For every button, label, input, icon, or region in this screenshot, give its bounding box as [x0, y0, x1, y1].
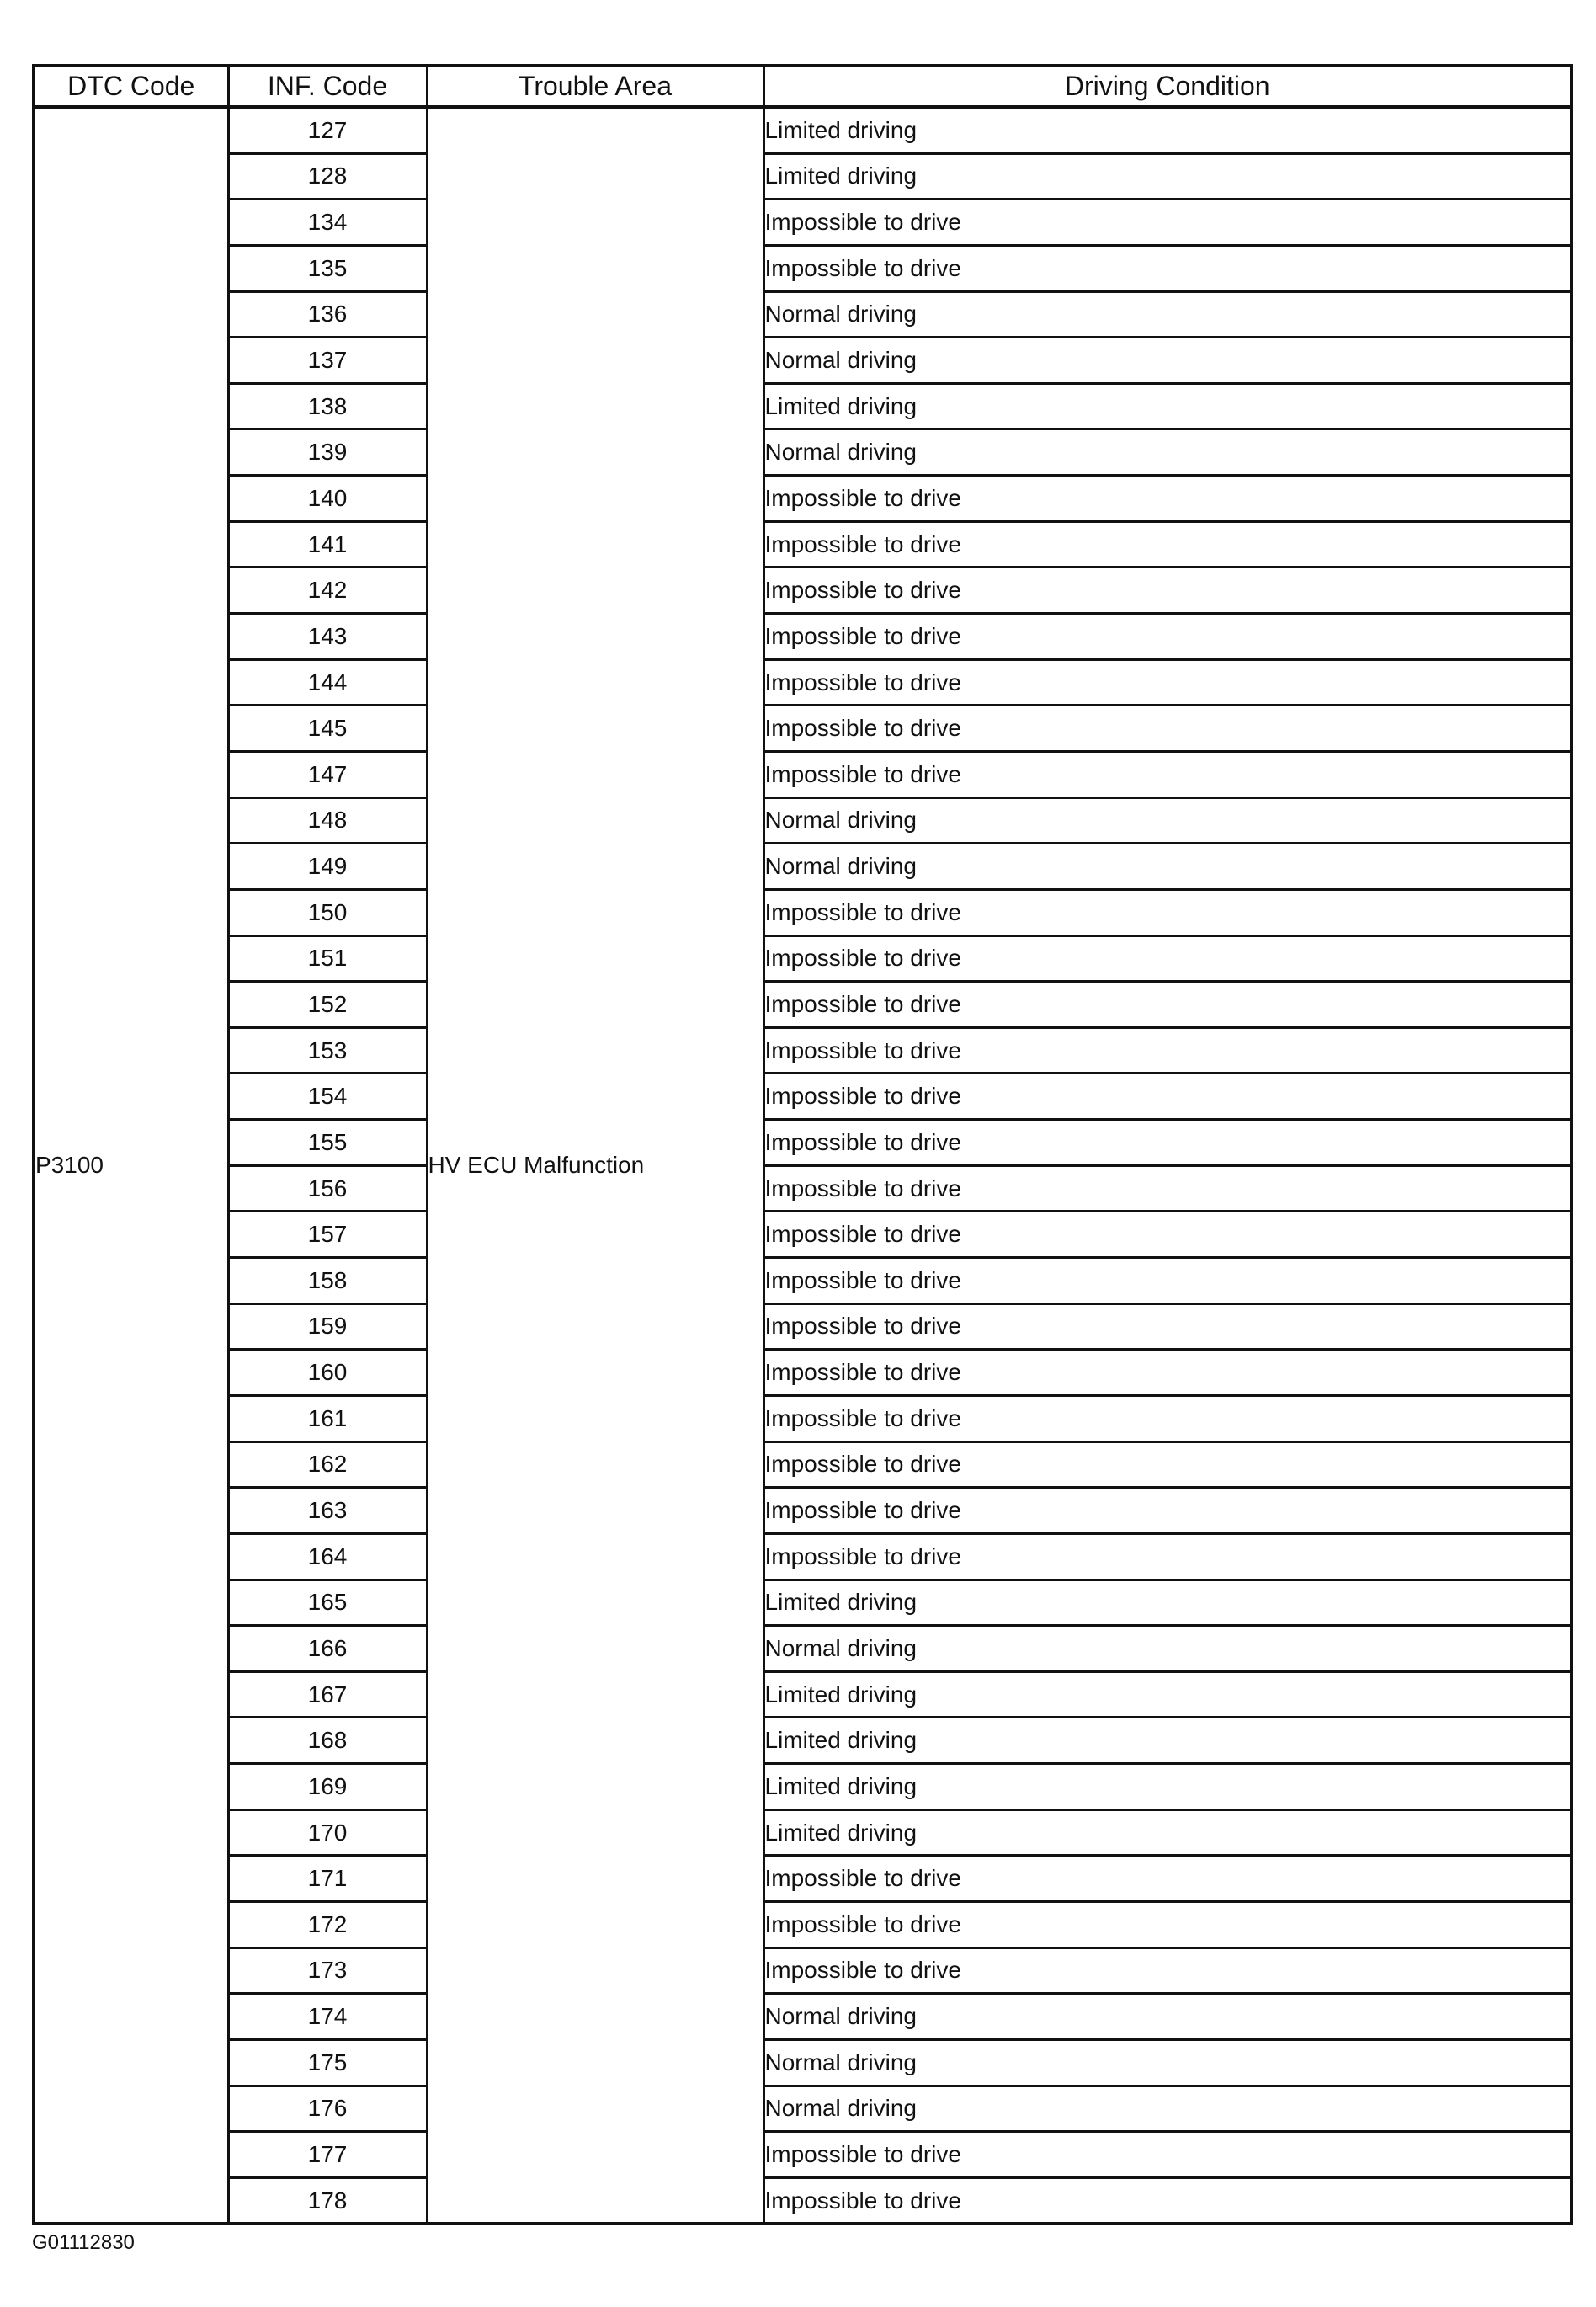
table-row [34, 2177, 1572, 2224]
driving-condition-cell: Impossible to drive [763, 1027, 1572, 1074]
driving-condition-cell: Impossible to drive [763, 1441, 1572, 1488]
driving-condition-cell: Impossible to drive [763, 1120, 1572, 1166]
inf-code-cell: 163 [228, 1488, 427, 1534]
driving-condition-cell: Normal driving [763, 1626, 1572, 1672]
driving-condition-cell: Impossible to drive [763, 982, 1572, 1028]
table-row [34, 889, 1572, 935]
table-row [34, 521, 1572, 567]
inf-code-cell: 167 [228, 1671, 427, 1718]
table-row [34, 1947, 1572, 1994]
driving-condition-cell: Impossible to drive [763, 1074, 1572, 1120]
inf-code-cell: 168 [228, 1718, 427, 1764]
driving-condition-cell: Normal driving [763, 2086, 1572, 2132]
inf-code-cell: 149 [228, 844, 427, 890]
driving-condition-cell: Impossible to drive [763, 706, 1572, 752]
inf-code-cell: 128 [228, 153, 427, 200]
inf-code-cell: 145 [228, 706, 427, 752]
table-row [34, 1212, 1572, 1258]
inf-code-cell: 152 [228, 982, 427, 1028]
inf-code-cell: 169 [228, 1764, 427, 1810]
inf-code-cell: 158 [228, 1258, 427, 1304]
inf-code-cell: 137 [228, 338, 427, 384]
table-row [34, 1074, 1572, 1120]
table-row [34, 706, 1572, 752]
table-row [34, 1258, 1572, 1304]
table-row [34, 1120, 1572, 1166]
inf-code-cell: 148 [228, 797, 427, 844]
driving-condition-cell: Normal driving [763, 291, 1572, 338]
driving-condition-cell: Impossible to drive [763, 1533, 1572, 1580]
table-row [34, 1856, 1572, 1902]
driving-condition-cell: Impossible to drive [763, 476, 1572, 522]
driving-condition-cell: Impossible to drive [763, 1212, 1572, 1258]
driving-condition-cell: Impossible to drive [763, 521, 1572, 567]
table-row [34, 1994, 1572, 2040]
table-row [34, 153, 1572, 200]
driving-condition-cell: Limited driving [763, 107, 1572, 153]
table-row [34, 1671, 1572, 1718]
driving-condition-cell: Limited driving [763, 383, 1572, 429]
driving-condition-cell: Impossible to drive [763, 889, 1572, 935]
driving-condition-cell: Impossible to drive [763, 751, 1572, 797]
table-row [34, 245, 1572, 291]
driving-condition-cell: Impossible to drive [763, 200, 1572, 246]
driving-condition-cell: Limited driving [763, 1764, 1572, 1810]
table-row [34, 1809, 1572, 1856]
driving-condition-cell: Impossible to drive [763, 1856, 1572, 1902]
inf-code-cell: 147 [228, 751, 427, 797]
table-row [34, 1533, 1572, 1580]
inf-code-cell: 143 [228, 614, 427, 660]
driving-condition-cell: Impossible to drive [763, 1350, 1572, 1396]
table-row [34, 476, 1572, 522]
inf-code-cell: 159 [228, 1303, 427, 1350]
inf-code-cell: 138 [228, 383, 427, 429]
inf-code-cell: 150 [228, 889, 427, 935]
inf-code-cell: 134 [228, 200, 427, 246]
trouble-area-cell: HV ECU Malfunction [427, 107, 763, 2224]
table-row [34, 1441, 1572, 1488]
inf-code-cell: 127 [228, 107, 427, 153]
driving-condition-cell: Impossible to drive [763, 659, 1572, 706]
header-dtc-code: DTC Code [34, 66, 228, 107]
inf-code-cell: 135 [228, 245, 427, 291]
table-row [34, 1303, 1572, 1350]
inf-code-cell: 153 [228, 1027, 427, 1074]
table-row [34, 2086, 1572, 2132]
table-row [34, 200, 1572, 246]
table-row [34, 429, 1572, 476]
inf-code-cell: 172 [228, 1901, 427, 1947]
inf-code-cell: 166 [228, 1626, 427, 1672]
table-row [34, 1027, 1572, 1074]
driving-condition-cell: Normal driving [763, 429, 1572, 476]
inf-code-cell: 176 [228, 2086, 427, 2132]
table-row [34, 1626, 1572, 1672]
inf-code-cell: 161 [228, 1395, 427, 1441]
inf-code-cell: 174 [228, 1994, 427, 2040]
inf-code-cell: 160 [228, 1350, 427, 1396]
inf-code-cell: 136 [228, 291, 427, 338]
table-row [34, 567, 1572, 614]
table-row [34, 982, 1572, 1028]
table-body [34, 107, 1572, 2224]
inf-code-cell: 144 [228, 659, 427, 706]
driving-condition-cell: Impossible to drive [763, 1258, 1572, 1304]
driving-condition-cell: Impossible to drive [763, 1901, 1572, 1947]
inf-code-cell: 140 [228, 476, 427, 522]
inf-code-cell: 139 [228, 429, 427, 476]
driving-condition-cell: Normal driving [763, 2039, 1572, 2086]
inf-code-cell: 165 [228, 1580, 427, 1626]
table-row [34, 2039, 1572, 2086]
table-row [34, 659, 1572, 706]
driving-condition-cell: Impossible to drive [763, 614, 1572, 660]
table-row [34, 751, 1572, 797]
dtc-table [32, 64, 1573, 2225]
inf-code-cell: 173 [228, 1947, 427, 1994]
table-row [34, 107, 1572, 153]
driving-condition-cell: Impossible to drive [763, 1303, 1572, 1350]
header-inf-code: INF. Code [228, 66, 427, 107]
table-row [34, 1395, 1572, 1441]
table-row [34, 1718, 1572, 1764]
driving-condition-cell: Impossible to drive [763, 245, 1572, 291]
driving-condition-cell: Impossible to drive [763, 1165, 1572, 1212]
inf-code-cell: 175 [228, 2039, 427, 2086]
inf-code-cell: 155 [228, 1120, 427, 1166]
driving-condition-cell: Limited driving [763, 1809, 1572, 1856]
driving-condition-cell: Impossible to drive [763, 2132, 1572, 2178]
inf-code-cell: 154 [228, 1074, 427, 1120]
table-row [34, 2132, 1572, 2178]
inf-code-cell: 157 [228, 1212, 427, 1258]
table-row [34, 1580, 1572, 1626]
inf-code-cell: 178 [228, 2177, 427, 2224]
inf-code-cell: 164 [228, 1533, 427, 1580]
driving-condition-cell: Limited driving [763, 1671, 1572, 1718]
inf-code-cell: 141 [228, 521, 427, 567]
table-row [34, 1764, 1572, 1810]
table-row [34, 614, 1572, 660]
inf-code-cell: 142 [228, 567, 427, 614]
driving-condition-cell: Impossible to drive [763, 935, 1572, 982]
driving-condition-cell: Normal driving [763, 1994, 1572, 2040]
table-row [34, 338, 1572, 384]
driving-condition-cell: Limited driving [763, 1718, 1572, 1764]
header-row [34, 66, 1572, 107]
table-row [34, 844, 1572, 890]
driving-condition-cell: Normal driving [763, 844, 1572, 890]
table-row [34, 1165, 1572, 1212]
table-row [34, 1350, 1572, 1396]
driving-condition-cell: Limited driving [763, 1580, 1572, 1626]
driving-condition-cell: Impossible to drive [763, 2177, 1572, 2224]
driving-condition-cell: Impossible to drive [763, 1947, 1572, 1994]
table-row [34, 1901, 1572, 1947]
figure-id: G01112830 [32, 2231, 135, 2254]
inf-code-cell: 171 [228, 1856, 427, 1902]
inf-code-cell: 162 [228, 1441, 427, 1488]
driving-condition-cell: Impossible to drive [763, 1488, 1572, 1534]
driving-condition-cell: Impossible to drive [763, 567, 1572, 614]
driving-condition-cell: Impossible to drive [763, 1395, 1572, 1441]
inf-code-cell: 156 [228, 1165, 427, 1212]
table-row [34, 383, 1572, 429]
header-trouble-area: Trouble Area [427, 66, 763, 107]
table-row [34, 797, 1572, 844]
header-driving-condition: Driving Condition [763, 66, 1572, 107]
driving-condition-cell: Normal driving [763, 797, 1572, 844]
inf-code-cell: 177 [228, 2132, 427, 2178]
driving-condition-cell: Limited driving [763, 153, 1572, 200]
inf-code-cell: 170 [228, 1809, 427, 1856]
table-row [34, 1488, 1572, 1534]
dtc-code-cell: P3100 [34, 107, 228, 2224]
table-row [34, 291, 1572, 338]
driving-condition-cell: Normal driving [763, 338, 1572, 384]
table-row [34, 935, 1572, 982]
inf-code-cell: 151 [228, 935, 427, 982]
